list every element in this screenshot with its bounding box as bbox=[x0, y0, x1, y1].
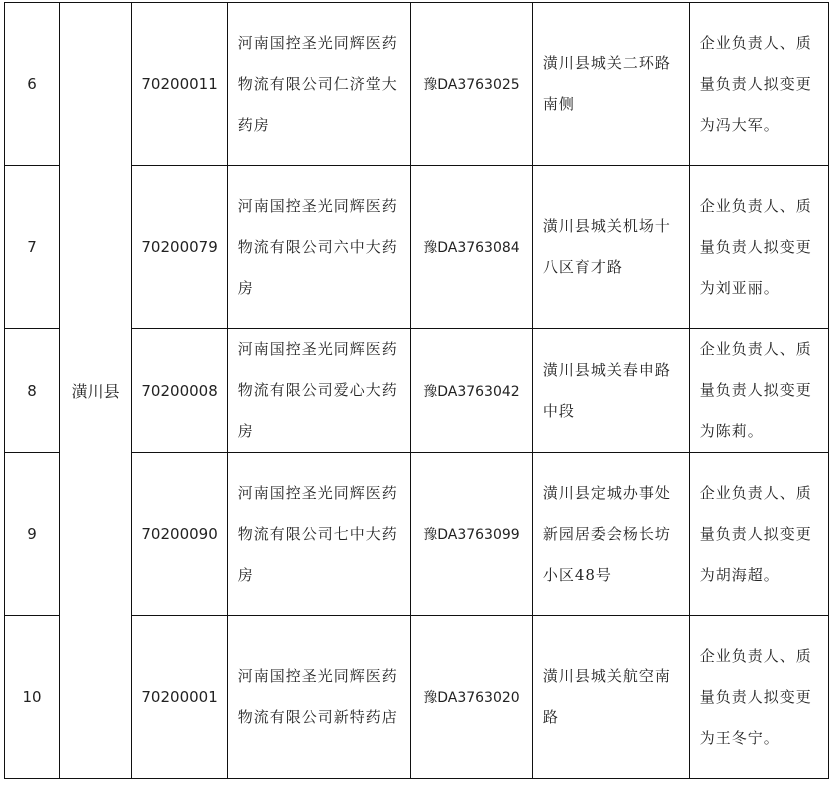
row-enterprise-name bbox=[227, 166, 410, 329]
row-address bbox=[532, 166, 689, 329]
row-change-content bbox=[689, 616, 828, 779]
change-text: 企业负责人、质量负责人拟变更为刘亚丽。 bbox=[699, 196, 812, 297]
row-enterprise-name bbox=[227, 329, 410, 453]
enterprise-name-text: 河南国控圣光同辉医药物流有限公司六中大药房 bbox=[237, 196, 398, 297]
change-text: 企业负责人、质量负责人拟变更为陈莉。 bbox=[699, 340, 812, 440]
row-index: 10 bbox=[5, 616, 60, 779]
row-code: 70200011 bbox=[132, 3, 227, 166]
row-index: 8 bbox=[5, 329, 60, 453]
row-address bbox=[532, 616, 689, 779]
row-enterprise-name bbox=[227, 453, 410, 616]
row-code: 70200001 bbox=[132, 616, 227, 779]
row-license-number: 豫DA3763042 bbox=[411, 329, 533, 453]
row-license-number: 豫DA3763020 bbox=[411, 616, 533, 779]
pharmacy-change-table bbox=[4, 2, 829, 779]
enterprise-name-text: 河南国控圣光同辉医药物流有限公司爱心大药房 bbox=[237, 340, 398, 440]
address-text: 潢川县城关机场十八区育才路 bbox=[542, 217, 671, 276]
row-index: 7 bbox=[5, 166, 60, 329]
row-change-content bbox=[689, 453, 828, 616]
row-address bbox=[532, 3, 689, 166]
row-change-content bbox=[689, 329, 828, 453]
enterprise-name-text: 河南国控圣光同辉医药物流有限公司新特药店 bbox=[237, 667, 398, 726]
row-enterprise-name bbox=[227, 3, 410, 166]
address-text: 潢川县定城办事处新园居委会杨长坊小区48号 bbox=[542, 483, 671, 584]
change-text: 企业负责人、质量负责人拟变更为冯大军。 bbox=[699, 33, 812, 134]
county-name: 潢川县 bbox=[60, 3, 132, 779]
row-change-content bbox=[689, 166, 828, 329]
row-address bbox=[532, 329, 689, 453]
row-code: 70200090 bbox=[132, 453, 227, 616]
row-address bbox=[532, 453, 689, 616]
row-license-number: 豫DA3763025 bbox=[411, 3, 533, 166]
row-code: 70200008 bbox=[132, 329, 227, 453]
table-row bbox=[5, 3, 829, 166]
row-index: 9 bbox=[5, 453, 60, 616]
row-index: 6 bbox=[5, 3, 60, 166]
enterprise-name-text: 河南国控圣光同辉医药物流有限公司仁济堂大药房 bbox=[237, 33, 398, 134]
row-license-number: 豫DA3763099 bbox=[411, 453, 533, 616]
change-text: 企业负责人、质量负责人拟变更为胡海超。 bbox=[699, 483, 812, 584]
enterprise-name-text: 河南国控圣光同辉医药物流有限公司七中大药房 bbox=[237, 483, 398, 584]
row-code: 70200079 bbox=[132, 166, 227, 329]
row-enterprise-name bbox=[227, 616, 410, 779]
row-change-content bbox=[689, 3, 828, 166]
row-license-number: 豫DA3763084 bbox=[411, 166, 533, 329]
address-text: 潢川县城关二环路南侧 bbox=[542, 54, 671, 113]
address-text: 潢川县城关航空南路 bbox=[542, 667, 671, 726]
address-text: 潢川县城关春申路中段 bbox=[542, 360, 671, 420]
change-text: 企业负责人、质量负责人拟变更为王冬宁。 bbox=[699, 646, 812, 747]
